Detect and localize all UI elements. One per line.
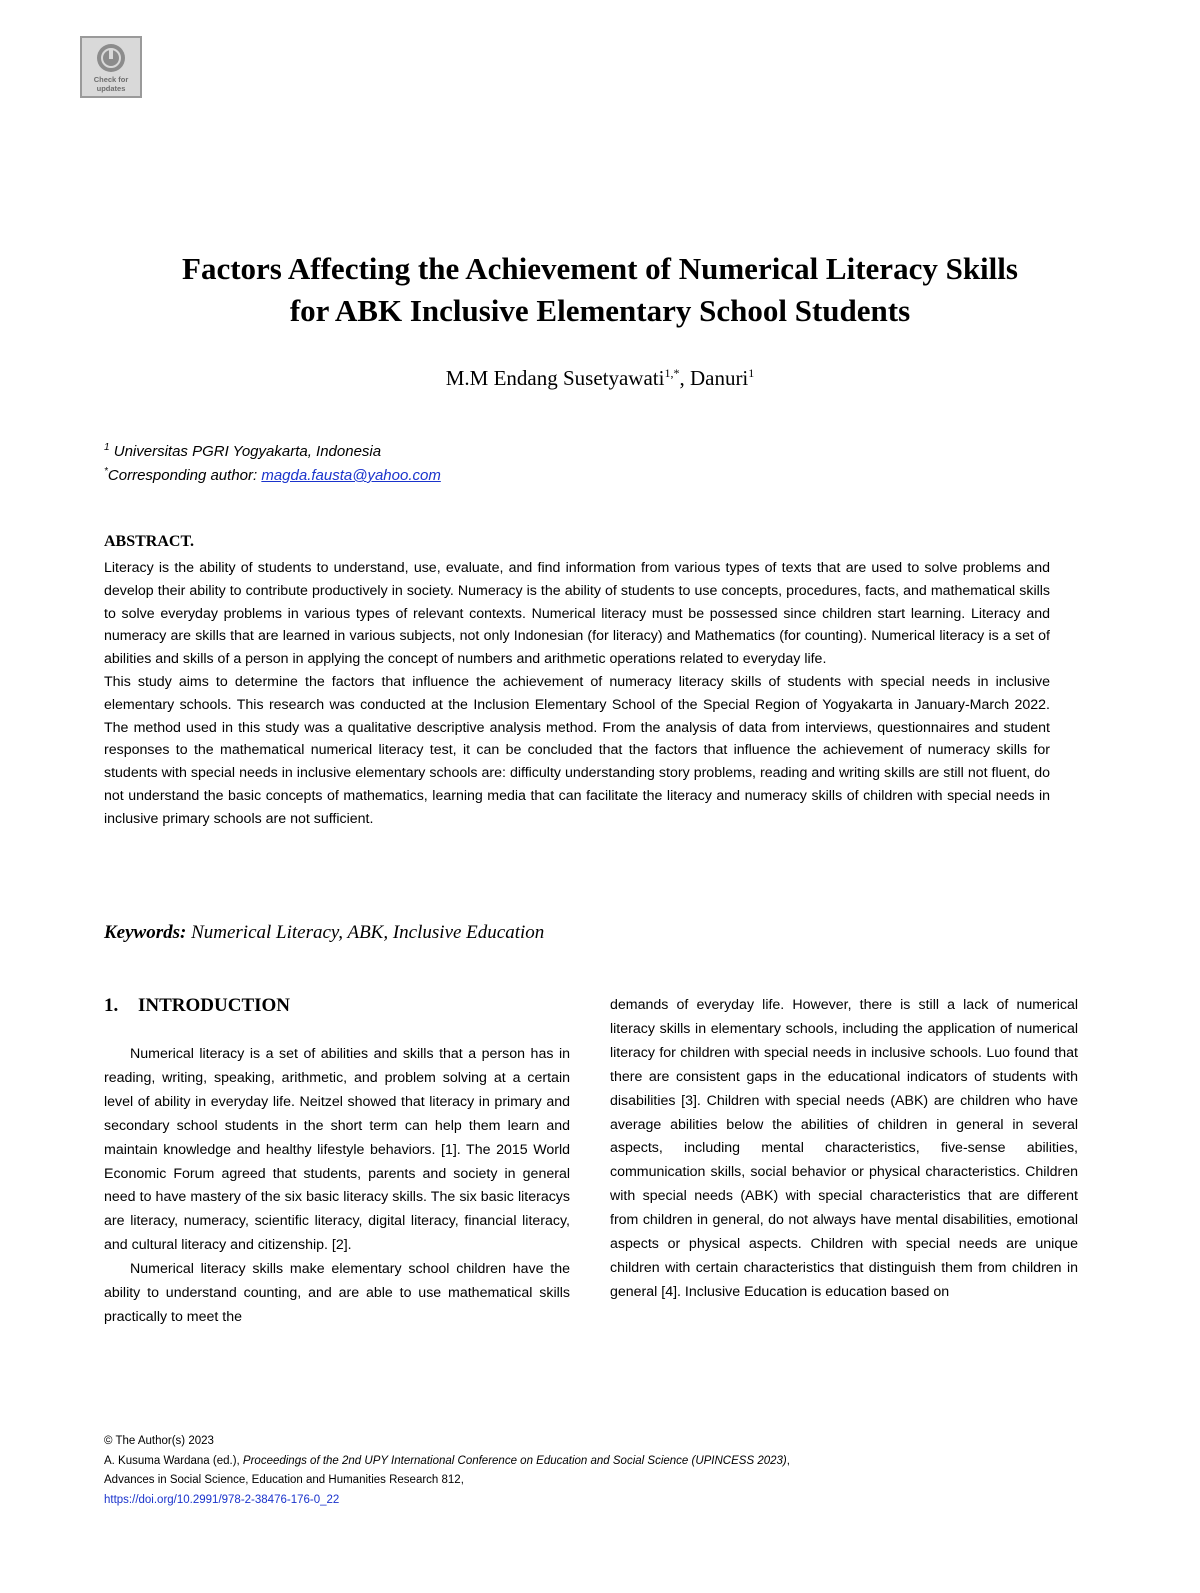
affiliation-text: Universitas PGRI Yogyakarta, Indonesia [109,443,382,460]
copyright-notice: © The Author(s) 2023 [104,1435,214,1447]
author-1-affiliation-mark: 1,* [664,366,680,380]
author-list [0,366,1200,391]
left-column [104,1043,570,1330]
doi-link[interactable]: https://doi.org/10.2991/978-2-38476-176-0_22 [104,1493,340,1506]
section-title: INTRODUCTION [138,995,291,1016]
author-2-affiliation-mark: 1 [748,366,755,380]
abstract-heading: ABSTRACT. [104,533,194,550]
keywords-text: Numerical Literacy, ABK, Inclusive Education [186,922,545,943]
author-1: M.M Endang Susetyawati [445,366,665,390]
check-for-updates-badge[interactable] [80,36,142,98]
proceedings-punct: , [786,1454,790,1467]
abstract-body [104,557,1050,831]
badge-text-line1: Check for [93,75,129,84]
proceedings-title: Proceedings of the 2nd UPY International Conference on Education and Social Science (UPINCESS 2023) [242,1454,787,1467]
section-number: 1. [104,995,119,1016]
check-for-updates-icon [80,36,142,98]
title-line-1: Factors Affecting the Achievement of Numerical Literacy Skills [182,251,1018,286]
author-2: Danuri [689,366,749,390]
affiliation-mark: 1 [104,442,110,453]
corresponding-email-link[interactable]: magda.fausta@yahoo.com [261,467,441,484]
keywords [104,922,544,944]
paper-title [80,248,1120,332]
corresponding-label: Corresponding author: [107,467,262,484]
corresponding-author-line [104,467,441,484]
badge-text-line2: updates [96,84,126,93]
series-text: Advances in Social Science, Education and Humanities Research 812, [104,1474,464,1486]
corresponding-mark: * [104,466,108,477]
affiliation-line [104,443,381,460]
proceedings-citation [104,1452,790,1472]
intro-paragraph-2: Numerical literacy skills make elementary school children have the ability to understand counting, and are able to use mathematical skills practically to meet the [104,1261,570,1325]
title-line-2: for ABK Inclusive Elementary School Students [289,293,911,328]
intro-paragraph-1: Numerical literacy is a set of abilities and skills that a person has in reading, writing, speaking, arithmetic, and problem solving at a certain level of ability in everyday life. Neitzel showed that literacy in primary and secondary school students in the short term can help them learn and maintain knowledge and healthy lifestyle behaviors. [1]. The 2015 World Economic Forum agreed that students, parents and society in general need to have mastery of the six basic literacy skills. The six basic literacys are literacy, numeracy, scientific literacy, digital literacy, financial literacy, and cultural literacy and citizenship. [2]. [104,1046,570,1254]
author-separator: , [679,366,690,390]
keywords-label: Keywords: [104,922,187,943]
abstract-paragraph-2: This study aims to determine the factors that influence the achievement of numeracy literacy skills of students with special needs in inclusive elementary schools. This research was conducted at the Inclusion Elementary School of the Special Region of Yogyakarta in January-March 2022. The method used in this study was a qualitative descriptive analysis method. From the analysis of data from interviews, questionnaires and student responses to the mathematical numerical literacy test, it can be concluded that the factors that influence the achievement of numeracy skills for students with special needs in inclusive elementary schools are: difficulty understanding story problems, reading and writing skills are still not fluent, do not understand the basic concepts of mathematics, learning media that can facilitate the literacy and numeracy skills of children with special needs in inclusive primary schools are not sufficient. [104,673,1050,827]
publication-footer [104,1432,790,1510]
abstract-paragraph-1: Literacy is the ability of students to understand, use, evaluate, and find information from various types of texts that are used to solve problems and develop their ability to contribute productively in society. Numeracy is the ability of students to use concepts, procedures, facts, and mathematical skills to solve everyday problems in various types of relevant contexts. Numerical literacy must be possessed since children start learning. Literacy and numeracy are skills that are learned in various subjects, not only Indonesian (for literacy) and Mathematics (for counting). Numerical literacy is a set of abilities and skills of a person in applying the concept of numbers and arithmetic operations related to everyday life. [104,560,1050,668]
editor-text: A. Kusuma Wardana (ed.), [104,1454,243,1467]
right-column [610,994,1078,1305]
intro-paragraph-continued: demands of everyday life. However, there is still a lack of numerical literacy skills in elementary schools, including the application of numerical literacy for children with special needs in inclusive schools. Luo found that there are consistent gaps in the educational indicators of students with disabilities [3]. Children with special needs (ABK) are children who have average abilities below the abilities of children in general in several aspects, including mental characteristics, five-sense abilities, communication skills, social behavior or physical characteristics. Children with special needs (ABK) with special characteristics that are different from children in general, do not always have mental disabilities, emotional aspects or physical aspects. Children with special needs are unique children with certain characteristics that distinguish them from children in general [4]. Inclusive Education is education based on [610,997,1078,1300]
section-heading-introduction [104,995,290,1017]
